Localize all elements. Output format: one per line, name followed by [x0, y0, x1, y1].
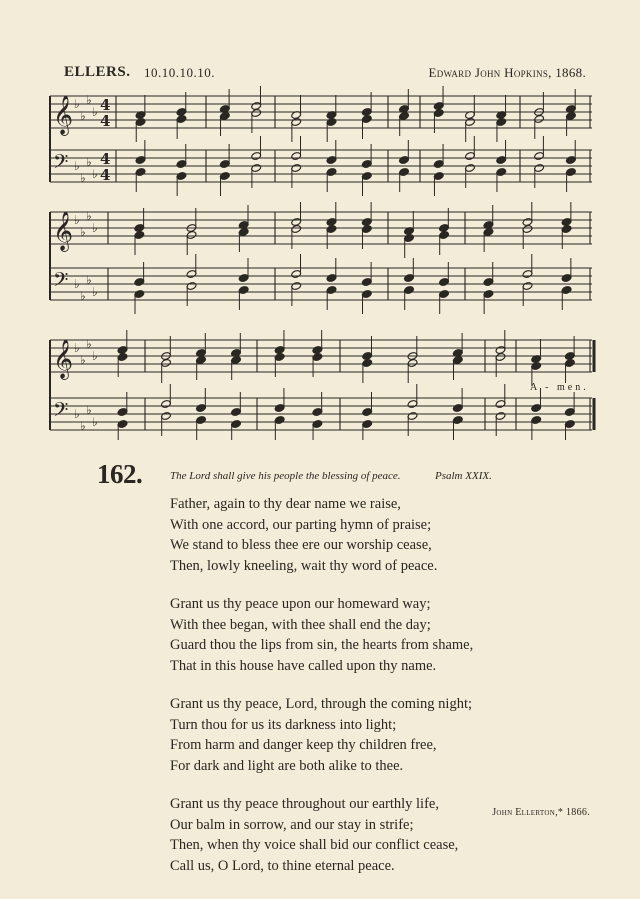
note-head — [274, 404, 285, 413]
note-head — [117, 353, 128, 362]
note-head — [326, 225, 337, 234]
note-head — [452, 356, 463, 365]
flat-sign-icon: ♭ — [92, 105, 98, 119]
note-head — [362, 352, 373, 361]
verse-line: Then, when thy voice shall bid our conflict cease, — [170, 837, 459, 853]
note-head — [495, 346, 506, 355]
flat-sign-icon: ♭ — [86, 403, 92, 417]
flat-sign-icon: ♭ — [92, 285, 98, 299]
note-head — [291, 164, 302, 173]
note-head — [274, 416, 285, 425]
note-head — [561, 286, 572, 295]
note-head — [291, 270, 302, 279]
note-head — [231, 408, 242, 417]
note-head — [399, 156, 410, 165]
note-head — [238, 228, 249, 237]
verse-line: With thee began, with thee shall end the day; — [170, 616, 431, 633]
note-head — [522, 270, 533, 279]
flat-sign-icon: ♭ — [86, 337, 92, 351]
verse-line: That in this house have called upon thy name. — [170, 657, 437, 674]
note-head — [312, 353, 323, 362]
note-head — [291, 152, 302, 161]
note-head — [361, 172, 372, 181]
note-head — [495, 412, 506, 421]
note-head — [251, 164, 262, 173]
tune-name: ELLERS. — [64, 64, 131, 80]
note-head — [522, 218, 533, 227]
flat-sign-icon: ♭ — [80, 109, 86, 123]
note-head — [534, 115, 545, 124]
flat-sign-icon: ♭ — [86, 93, 92, 107]
composer-credit: Edward John Hopkins, 1868. — [428, 65, 586, 80]
note-head — [496, 156, 507, 165]
note-head — [291, 225, 302, 234]
note-head — [362, 408, 373, 417]
flat-sign-icon: ♭ — [74, 97, 80, 111]
note-head — [361, 218, 372, 227]
note-head — [312, 408, 323, 417]
hymn-verses — [170, 494, 570, 894]
note-head — [135, 168, 146, 177]
verse-line: Call us, O Lord, to thine eternal peace. — [170, 857, 395, 874]
scripture-reference: Psalm XXIX. — [435, 470, 492, 482]
amen-lyric: A - men. — [530, 382, 589, 393]
flat-sign-icon: ♭ — [74, 159, 80, 173]
treble-clef-icon: 𝄞 — [53, 95, 74, 135]
note-head — [196, 416, 207, 425]
note-head — [361, 278, 372, 287]
note-head — [496, 118, 507, 127]
note-head — [399, 168, 410, 177]
note-head — [439, 224, 450, 233]
note-head — [465, 118, 476, 127]
hymn-number: 162. — [97, 459, 143, 489]
note-head — [534, 152, 545, 161]
note-head — [219, 112, 230, 121]
note-head — [534, 164, 545, 173]
note-head — [117, 346, 128, 355]
note-head — [483, 228, 494, 237]
note-head — [433, 102, 444, 111]
note-head — [238, 286, 249, 295]
note-head — [219, 160, 230, 169]
note-head — [407, 359, 418, 368]
note-head — [495, 353, 506, 362]
note-head — [176, 115, 187, 124]
note-head — [117, 420, 128, 429]
note-head — [439, 290, 450, 299]
flat-sign-icon: ♭ — [86, 155, 92, 169]
verse-3 — [170, 694, 570, 776]
flat-sign-icon: ♭ — [80, 225, 86, 239]
note-head — [362, 359, 373, 368]
note-head — [439, 278, 450, 287]
note-head — [522, 282, 533, 291]
note-head — [196, 404, 207, 413]
note-head — [176, 160, 187, 169]
bass-clef-icon: 𝄢 — [53, 150, 69, 178]
note-head — [531, 404, 542, 413]
note-head — [326, 274, 337, 283]
note-head — [274, 353, 285, 362]
note-head — [251, 152, 262, 161]
note-head — [161, 400, 172, 409]
note-head — [452, 404, 463, 413]
time-signature-top: 4 — [100, 150, 111, 168]
note-head — [312, 346, 323, 355]
note-head — [561, 225, 572, 234]
note-head — [326, 286, 337, 295]
verse-line: Turn thou for us its darkness into light; — [170, 716, 397, 733]
note-head — [561, 274, 572, 283]
tune-meter: 10.10.10.10. — [144, 65, 215, 80]
note-head — [483, 278, 494, 287]
note-head — [186, 282, 197, 291]
flat-sign-icon: ♭ — [92, 221, 98, 235]
note-head — [404, 234, 415, 243]
note-head — [531, 416, 542, 425]
note-head — [361, 225, 372, 234]
verse-line: Father, again to thy dear name we raise, — [170, 496, 401, 512]
note-head — [407, 400, 418, 409]
note-head — [326, 156, 337, 165]
note-head — [176, 172, 187, 181]
verse-1 — [170, 494, 570, 576]
note-head — [186, 270, 197, 279]
music-score — [0, 0, 640, 440]
time-signature-bottom: 4 — [100, 112, 111, 130]
note-head — [135, 156, 146, 165]
note-head — [326, 218, 337, 227]
verse-line: We stand to bless thee ere our worship cease, — [170, 537, 432, 553]
verse-line: Grant us thy peace, Lord, through the coming night; — [170, 696, 473, 712]
note-head — [452, 416, 463, 425]
note-head — [251, 109, 262, 118]
flat-sign-icon: ♭ — [92, 167, 98, 181]
note-head — [134, 231, 145, 240]
verse-line: With one accord, our parting hymn of praise; — [170, 516, 432, 533]
treble-clef-icon: 𝄞 — [53, 211, 74, 251]
verse-line: Guard thou the lips from sin, the hearts from shame, — [170, 637, 474, 653]
note-head — [407, 412, 418, 421]
flat-sign-icon: ♭ — [74, 277, 80, 291]
time-signature-bottom: 4 — [100, 166, 111, 184]
note-head — [564, 352, 575, 361]
author-credit: John Ellerton,* 1866. — [492, 807, 590, 818]
note-head — [433, 160, 444, 169]
verse-line: From harm and danger keep thy children free, — [170, 737, 437, 753]
note-head — [176, 108, 187, 117]
note-head — [326, 168, 337, 177]
note-head — [161, 359, 172, 368]
note-head — [404, 274, 415, 283]
note-head — [238, 274, 249, 283]
note-head — [362, 420, 373, 429]
note-head — [564, 408, 575, 417]
note-head — [561, 218, 572, 227]
note-head — [465, 164, 476, 173]
note-head — [219, 172, 230, 181]
note-head — [564, 420, 575, 429]
note-head — [495, 400, 506, 409]
flat-sign-icon: ♭ — [74, 213, 80, 227]
note-head — [564, 359, 575, 368]
flat-sign-icon: ♭ — [86, 209, 92, 223]
note-head — [522, 225, 533, 234]
note-head — [291, 282, 302, 291]
note-head — [231, 356, 242, 365]
note-head — [231, 420, 242, 429]
treble-clef-icon: 𝄞 — [53, 339, 74, 379]
flat-sign-icon: ♭ — [92, 349, 98, 363]
flat-sign-icon: ♭ — [92, 415, 98, 429]
note-head — [496, 168, 507, 177]
note-head — [439, 231, 450, 240]
bass-clef-icon: 𝄢 — [53, 398, 69, 426]
note-head — [196, 356, 207, 365]
flat-sign-icon: ♭ — [80, 419, 86, 433]
note-head — [251, 102, 262, 111]
note-head — [134, 224, 145, 233]
time-signature-top: 4 — [100, 96, 111, 114]
flat-sign-icon: ♭ — [74, 407, 80, 421]
verse-line: Grant us thy peace upon our homeward way; — [170, 596, 431, 612]
note-head — [566, 168, 577, 177]
flat-sign-icon: ♭ — [80, 353, 86, 367]
note-head — [361, 160, 372, 169]
note-head — [531, 362, 542, 371]
note-head — [399, 112, 410, 121]
bass-clef-icon: 𝄢 — [53, 268, 69, 296]
note-head — [465, 152, 476, 161]
note-head — [135, 118, 146, 127]
note-head — [433, 109, 444, 118]
note-head — [291, 218, 302, 227]
verse-line: For dark and light are both alike to thee. — [170, 757, 404, 774]
scripture-heading: The Lord shall give his people the blessing of peace. — [170, 470, 401, 482]
note-head — [433, 172, 444, 181]
note-head — [483, 290, 494, 299]
flat-sign-icon: ♭ — [86, 273, 92, 287]
note-head — [117, 408, 128, 417]
verse-line: Grant us thy peace throughout our earthly life, — [170, 796, 439, 812]
verse-line: Then, lowly kneeling, wait thy word of peace. — [170, 557, 438, 574]
note-head — [134, 290, 145, 299]
note-head — [361, 290, 372, 299]
note-head — [274, 346, 285, 355]
flat-sign-icon: ♭ — [80, 171, 86, 185]
note-head — [326, 118, 337, 127]
verse-2 — [170, 594, 570, 676]
note-head — [312, 420, 323, 429]
note-head — [291, 118, 302, 127]
note-head — [186, 231, 197, 240]
verse-line: Our balm in sorrow, and our stay in strife; — [170, 816, 414, 833]
flat-sign-icon: ♭ — [74, 341, 80, 355]
note-head — [134, 278, 145, 287]
note-head — [404, 286, 415, 295]
flat-sign-icon: ♭ — [80, 289, 86, 303]
note-head — [361, 115, 372, 124]
note-head — [566, 156, 577, 165]
note-head — [161, 412, 172, 421]
note-head — [361, 108, 372, 117]
note-head — [566, 112, 577, 121]
